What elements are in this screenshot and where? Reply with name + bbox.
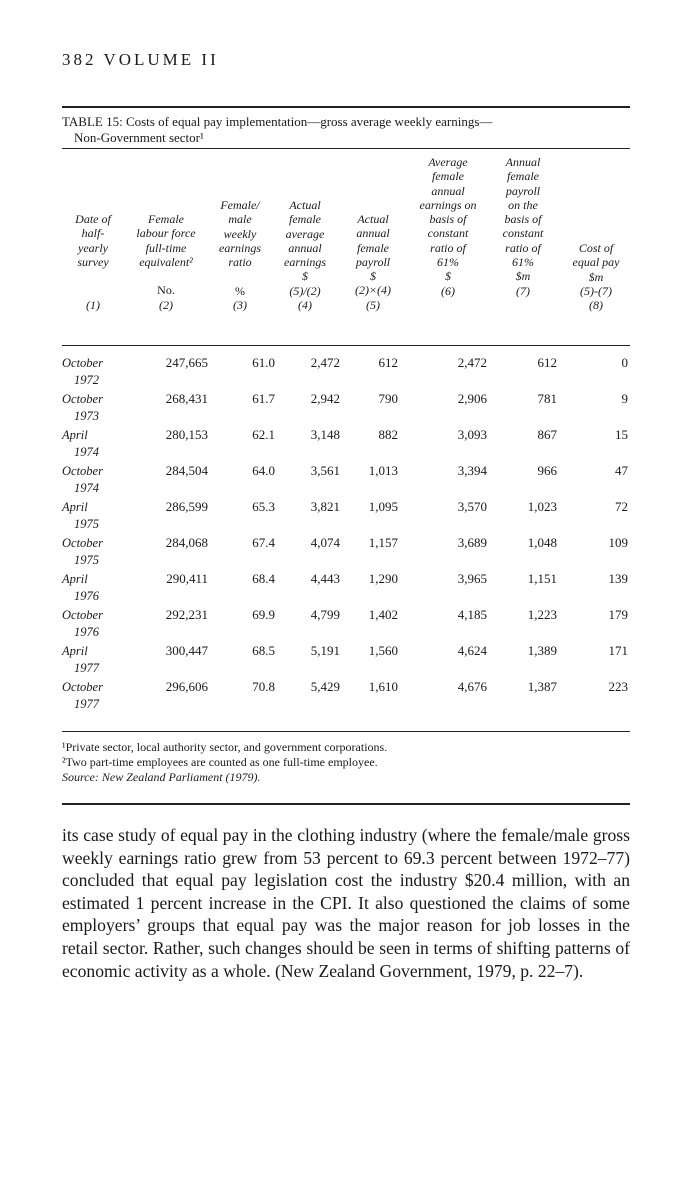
row-date: October 1974 — [62, 464, 103, 495]
table-top-rule — [62, 106, 630, 108]
row-date: April 1977 — [62, 644, 99, 675]
row-date: April 1975 — [62, 500, 99, 531]
header-col-4: Actual female average annual earnings $ (5)/(2) (4) — [284, 198, 326, 313]
table-row: April 1974 280,153 62.1 3,148 882 3,093 867 15 — [62, 427, 628, 459]
header-col-5: Actual annual female payroll $ (2)×(4) (5) — [354, 212, 392, 312]
body-paragraph: its case study of equal pay in the clothing industry (where the female/male gross weekly earnings ratio grew from 53 percent to 69.3 percent between 1972–77) concluded that equal pay legislation cost the industry $20.4 million, with an estimated 1 percent increase in the CPI. It also questioned the claims of some employers’ groups that equal pay was the major reason for job losses in the retail sector. Rather, such changes should be seen in terms of shifting patterns of economic activity as a whole. (New Zealand Government, 1979, p. 22–7). — [62, 825, 630, 981]
table-row: October 1977 296,606 70.8 5,429 1,610 4,676 1,387 223 — [62, 679, 628, 711]
table-row: October 1972 247,665 61.0 2,472 612 2,472 612 0 — [62, 355, 628, 387]
row-date: October 1976 — [62, 608, 103, 639]
header-col-1: Date of half- yearly survey (1) — [75, 212, 111, 312]
header-col-2: Female labour force full-time equivalent² No. (2) — [136, 212, 196, 312]
table-row: April 1976 290,411 68.4 4,443 1,290 3,965 1,151 139 — [62, 571, 628, 603]
row-date: October 1975 — [62, 536, 103, 567]
table-row: October 1975 284,068 67.4 4,074 1,157 3,689 1,048 109 — [62, 535, 628, 567]
table-bottom-rule — [62, 731, 630, 732]
footnote-1: ¹Private sector, local authority sector, and government corporations. — [62, 740, 388, 754]
header-col-3: Female/ male weekly earnings ratio % (3) — [219, 198, 261, 313]
header-col-6: Average female annual earnings on basis of constant ratio of 61% $ (6) — [419, 155, 477, 298]
table-row: October 1974 284,504 64.0 3,561 1,013 3,394 966 47 — [62, 463, 628, 495]
footnote-2: ²Two part-time employees are counted as one full-time employee. — [62, 755, 378, 769]
row-date: October 1972 — [62, 356, 103, 387]
source-line: Source: New Zealand Parliament (1979). — [62, 770, 261, 784]
section-rule — [62, 803, 630, 805]
header-col-8: Cost of equal pay $m (5)-(7) (8) — [572, 241, 620, 313]
table-caption — [62, 114, 630, 146]
caption-line-2: Non-Government sector¹ — [74, 130, 204, 145]
header-rule — [62, 345, 630, 346]
caption-rule — [62, 148, 630, 149]
caption-line-1: TABLE 15: Costs of equal pay implementation—gross average weekly earnings— — [62, 114, 493, 129]
table-row: April 1975 286,599 65.3 3,821 1,095 3,570 1,023 72 — [62, 499, 628, 531]
row-date: October 1973 — [62, 392, 103, 423]
row-date: October 1977 — [62, 680, 103, 711]
table-row: October 1976 292,231 69.9 4,799 1,402 4,185 1,223 179 — [62, 607, 628, 639]
table-notes — [62, 740, 630, 785]
header-col-7: Annual female payroll on the basis of constant ratio of 61% $m (7) — [502, 155, 544, 298]
running-head: 382 VOLUME II — [62, 50, 219, 69]
table-row: October 1973 268,431 61.7 2,942 790 2,906 781 9 — [62, 391, 628, 423]
row-date: April 1976 — [62, 572, 99, 603]
row-date: April 1974 — [62, 428, 99, 459]
table-row: April 1977 300,447 68.5 5,191 1,560 4,624 1,389 171 — [62, 643, 628, 675]
